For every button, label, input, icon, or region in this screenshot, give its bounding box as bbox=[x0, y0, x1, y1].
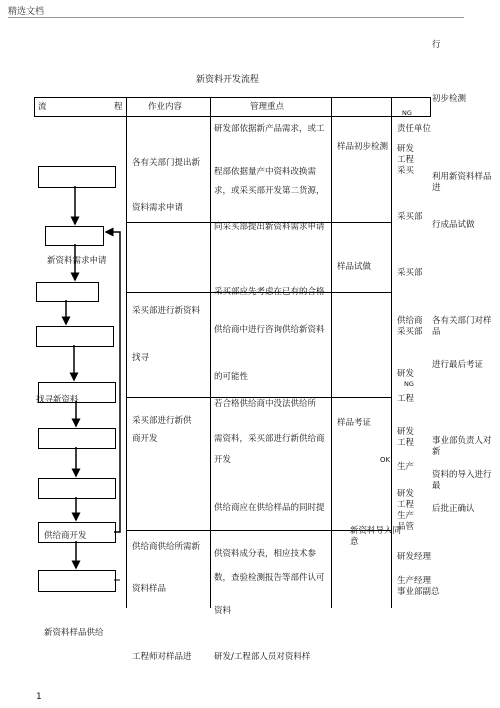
flow-label-supplier-development: 供给商开发 bbox=[44, 531, 87, 541]
responsible-unit: 采买 bbox=[397, 166, 415, 176]
work-text: 资料样品 bbox=[132, 584, 167, 594]
mgmt-text: 若合格供给商中没法供给所 bbox=[214, 399, 317, 409]
responsible-unit: 品管 bbox=[397, 522, 415, 532]
header-work: 作业内容 bbox=[148, 102, 183, 112]
responsible-unit: 供给商 bbox=[397, 316, 423, 326]
mgmt-text: 开发 bbox=[214, 455, 232, 465]
flow-label-new-material-request: 新资料需求申请 bbox=[47, 256, 107, 266]
margin-text: 事业部负责人对新 bbox=[432, 436, 492, 457]
mgmt-text: 供给商中进行咨询供给新资料 bbox=[214, 325, 325, 335]
bottom-text: 新资料样品供给 bbox=[44, 628, 104, 638]
responsible-unit: 工程 bbox=[397, 155, 415, 165]
mgmt-text: 数，查验检测报告等部件认可 bbox=[214, 573, 325, 583]
responsible-unit: 工程 bbox=[397, 438, 415, 448]
work-text: 各有关部门提出新 bbox=[132, 158, 201, 168]
mgmt-text: 研发部依据新产品需求，或工 bbox=[214, 124, 325, 134]
work-text: 商开发 bbox=[132, 434, 158, 444]
mgmt-text: 供资料成分表，相应技术参 bbox=[214, 549, 317, 559]
mgmt-text: 向采买部提出新资料需求申请 bbox=[214, 222, 325, 232]
work-text: 采买部进行新供 bbox=[132, 416, 192, 426]
responsible-unit: 责任单位 bbox=[397, 124, 432, 134]
margin-text: 后批正确认 bbox=[432, 504, 475, 514]
responsible-unit: 研发 bbox=[397, 369, 415, 379]
header-flow-left: 流 bbox=[38, 102, 47, 112]
responsible-unit: 工程 bbox=[397, 500, 415, 510]
check-text: 新资料导入同意 bbox=[350, 526, 402, 547]
bottom-text: 研发/工程部人员对资料样 bbox=[214, 652, 311, 662]
responsible-unit: 研发经理 bbox=[397, 552, 432, 562]
flow-marker: NG bbox=[404, 380, 414, 388]
mgmt-text: 的可能性 bbox=[214, 372, 249, 382]
responsible-unit: 研发 bbox=[397, 427, 415, 437]
mgmt-text: 程部依据量产中资料改换需 bbox=[214, 167, 317, 177]
flow-marker: NG bbox=[402, 109, 412, 117]
check-text: 样品试做 bbox=[337, 262, 372, 272]
check-text: 样品考证 bbox=[337, 418, 372, 428]
responsible-unit: 生产经理 bbox=[397, 576, 432, 586]
mgmt-text: 需资料，采买部进行新供给商 bbox=[214, 434, 325, 444]
responsible-unit: 工程 bbox=[397, 394, 415, 404]
responsible-unit: 研发 bbox=[397, 489, 415, 499]
header-mgmt: 管理重点 bbox=[250, 102, 285, 112]
flow-label-find-new-material: 找寻新资料 bbox=[36, 395, 79, 405]
responsible-unit: 研发 bbox=[397, 144, 415, 154]
mgmt-text: 求，或采买部开发第二货源， bbox=[214, 186, 325, 196]
responsible-unit: 事业部副总 bbox=[397, 587, 440, 597]
header-flow-right: 程 bbox=[114, 102, 123, 112]
mgmt-text: 采买部应先考虑在已有的合格 bbox=[214, 287, 325, 297]
work-text: 资料需求申请 bbox=[132, 203, 184, 213]
work-text: 供给商供给所需新 bbox=[132, 542, 201, 552]
flow-marker: OK bbox=[380, 456, 391, 464]
mgmt-text: 供给商应在供给样品的同时提 bbox=[214, 503, 325, 513]
margin-text: 利用新资料样品进 bbox=[432, 172, 492, 193]
margin-text: 各有关部门对样品 bbox=[432, 316, 492, 337]
margin-text: 初步检测 bbox=[432, 94, 467, 104]
check-text: 样品初步检测 bbox=[337, 142, 389, 152]
margin-text: 进行最后考证 bbox=[432, 360, 484, 370]
feedback-arrow bbox=[106, 232, 120, 532]
document-title: 新资料开发流程 bbox=[196, 75, 260, 85]
margin-text: 行成品试做 bbox=[432, 220, 475, 230]
responsible-unit: 生产 bbox=[397, 511, 415, 521]
responsible-unit: 采买部 bbox=[397, 268, 423, 278]
work-text: 采买部进行新资料 bbox=[132, 306, 201, 316]
page-number: 1 bbox=[36, 692, 42, 702]
responsible-unit: 采买部 bbox=[397, 327, 423, 337]
mgmt-text: 资料 bbox=[214, 606, 232, 616]
margin-text: 资料的导入进行最 bbox=[432, 470, 492, 491]
margin-text: 行 bbox=[432, 40, 441, 50]
responsible-unit: 采买部 bbox=[397, 212, 423, 222]
responsible-unit: 生产 bbox=[397, 462, 415, 472]
page-header: 精选文档 bbox=[8, 7, 45, 17]
work-text: 找寻 bbox=[132, 353, 150, 363]
bottom-text: 工程师对样品进 bbox=[132, 652, 192, 662]
